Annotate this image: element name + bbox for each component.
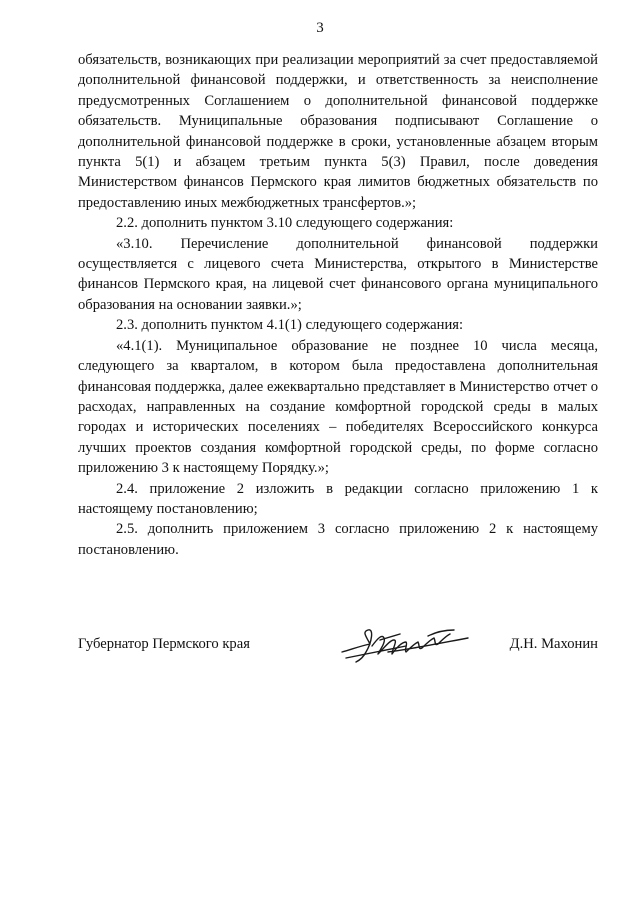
signature-block — [78, 620, 598, 670]
signer-title: Губернатор Пермского края — [78, 636, 250, 652]
paragraph-item-2-5: 2.5. дополнить приложением 3 согласно приложению 2 к настоящему постановлению. — [78, 521, 598, 558]
signer-name: Д.Н. Махонин — [509, 636, 598, 652]
paragraph-quote-4-1-1: «4.1(1). Муниципальное образование не позднее 10 числа месяца, следующего за кварталом, в котором была предоставлена дополнительная финансовая поддержка, далее ежеквартально представляет в Министерство отчет о расходах, направленных на создание комфортной городской среды в малых городах и исторических поселениях – победителях Всероссийского конкурса лучших проектов создания комфортной городской среды, по форме согласно приложению 3 к настоящему Порядку.»; — [78, 337, 598, 477]
paragraph-quote-3-10: «3.10. Перечисление дополнительной финансовой поддержки осуществляется с лицевого счета Министерства, открытого в Министерстве финансов Пермского края, на лицевой счет финансового органа муниципального образования на основании заявки.»; — [78, 235, 598, 313]
paragraph-item-2-4: 2.4. приложение 2 изложить в редакции согласно приложению 1 к настоящему постановлению; — [78, 480, 598, 517]
page-number: 3 — [316, 20, 324, 36]
paragraph-item-2-3: 2.3. дополнить пунктом 4.1(1) следующего содержания: — [116, 317, 464, 334]
handwritten-signature — [336, 622, 476, 666]
paragraph-item-2-2: 2.2. дополнить пунктом 3.10 следующего содержания: — [116, 215, 454, 232]
document-body — [78, 50, 598, 560]
paragraph-continuation: обязательств, возникающих при реализации мероприятий за счет предоставляемой дополнительной финансовой поддержки, и ответственность за неисполнение предусмотренных Соглашением о дополнительной финансовой поддержке обязательств. Муниципальные образования подписывают Соглашение о дополнительной финансовой поддержке в сроки, установленные абзацем вторым пункта 5(1) и абзацем третьим пункта 5(3) Правил, после доведения Министерством финансов Пермского края лимитов бюджетных обязательств по предоставлению иных межбюджетных трансфертов.»; — [78, 52, 598, 211]
